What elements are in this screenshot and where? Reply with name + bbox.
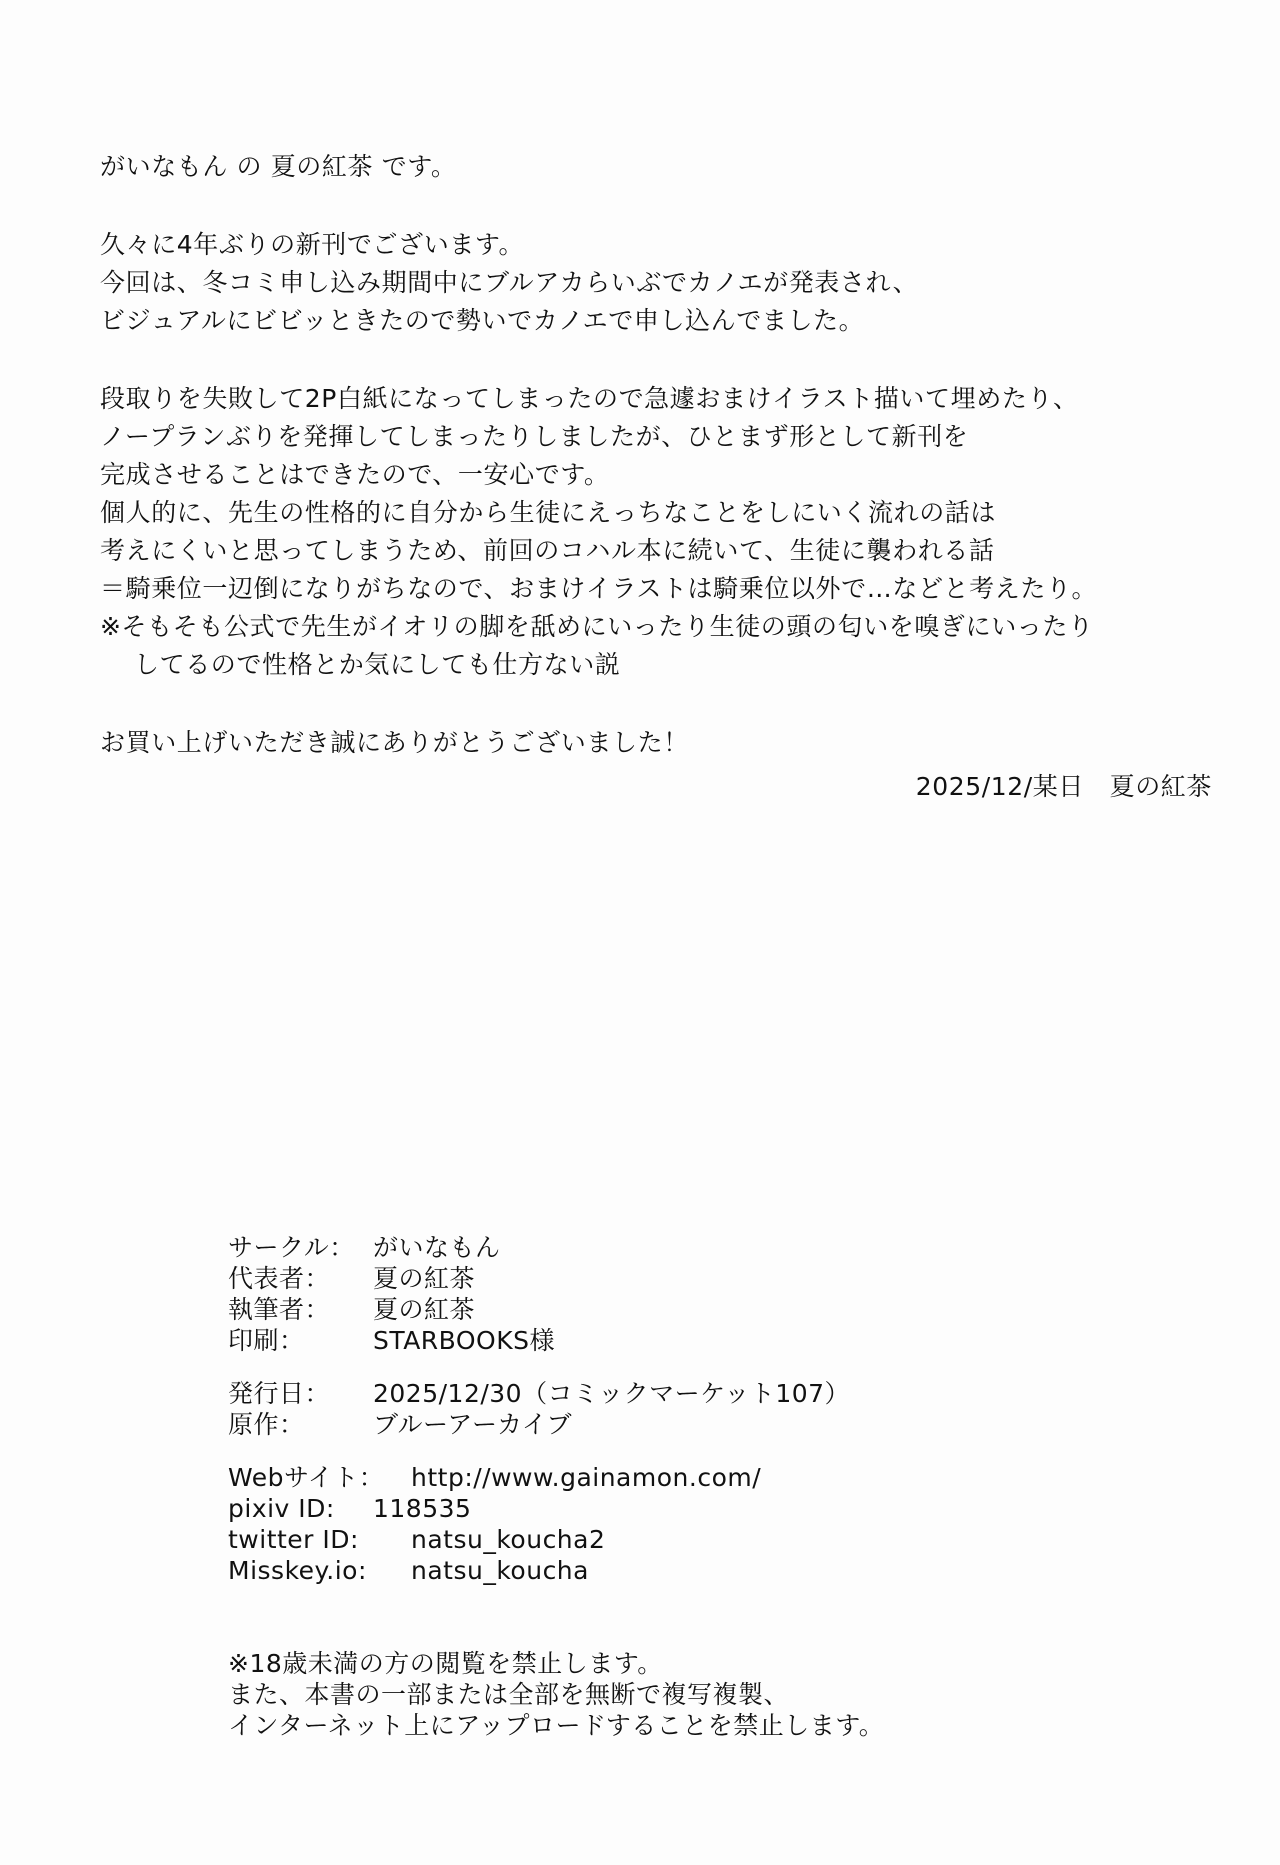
notice-line: インターネット上にアップロードすることを禁止します。 xyxy=(228,1711,885,1740)
afterword-line: してるので性格とか気にしても仕方ない説 xyxy=(134,650,621,679)
colophon-value: 118535 xyxy=(373,1494,472,1523)
colophon-author xyxy=(228,1294,1028,1325)
colophon-value: 2025/12/30（コミックマーケット107） xyxy=(373,1379,851,1408)
paragraph-gap xyxy=(100,340,1230,380)
website-link: http://www.gainamon.com/ xyxy=(411,1463,762,1492)
colophon-value: natsu_koucha2 xyxy=(411,1525,606,1554)
colophon-value: がいなもん xyxy=(373,1233,501,1262)
colophon-original xyxy=(228,1409,1028,1440)
paragraph-gap xyxy=(100,684,1230,724)
afterword-line: 久々に4年ぶりの新刊でございます。 xyxy=(100,230,525,259)
colophon-circle xyxy=(228,1232,1028,1263)
afterword-line: ※そもそも公式で先生がイオリの脚を舐めにいったり生徒の頭の匂いを嗅ぎにいったり xyxy=(100,612,1094,641)
colophon-label: Misskey.io: xyxy=(228,1556,367,1585)
colophon-issue-date xyxy=(228,1378,1028,1409)
colophon-value: 夏の紅茶 xyxy=(373,1264,476,1293)
colophon-label: pixiv ID: xyxy=(228,1494,335,1523)
colophon-pixiv xyxy=(228,1493,1028,1524)
colophon-website xyxy=(228,1462,1028,1493)
afterword-line: ビジュアルにビビッときたので勢いでカノエで申し込んでました。 xyxy=(100,306,865,335)
colophon-label: サークル： xyxy=(228,1233,355,1262)
group-gap xyxy=(228,1356,1028,1378)
afterword-text xyxy=(100,148,1230,762)
afterword-line: 考えにくいと思ってしまうため、前回のコハル本に続いて、生徒に襲われる話 xyxy=(100,536,995,565)
colophon-label: 原作： xyxy=(228,1410,305,1439)
afterword-line: 今回は、冬コミ申し込み期間中にブルアカらいぶでカノエが発表され、 xyxy=(100,268,919,297)
notice-line: また、本書の一部または全部を無断で複写複製、 xyxy=(228,1680,790,1709)
group-gap xyxy=(228,1440,1028,1462)
colophon-label: 執筆者： xyxy=(228,1295,331,1324)
afterword-signature: 2025/12/某日 夏の紅茶 xyxy=(915,772,1212,801)
afterword-thanks: お買い上げいただき誠にありがとうございました！ xyxy=(100,728,689,757)
colophon-value: natsu_koucha xyxy=(411,1556,589,1585)
afterword-line: 完成させることはできたので、一安心です。 xyxy=(100,460,610,489)
afterword-line: ＝騎乗位一辺倒になりがちなので、おまけイラストは騎乗位以外で…などと考えたり。 xyxy=(100,574,1098,603)
colophon-value: 夏の紅茶 xyxy=(373,1295,476,1324)
colophon-value: ブルーアーカイブ xyxy=(373,1410,573,1439)
colophon xyxy=(228,1232,1028,1586)
legal-notice xyxy=(228,1648,1028,1741)
colophon-representative xyxy=(228,1263,1028,1294)
colophon-printing xyxy=(228,1325,1028,1356)
colophon-misskey xyxy=(228,1555,1028,1586)
colophon-value: STARBOOKS様 xyxy=(373,1326,556,1355)
colophon-label: Webサイト： xyxy=(228,1463,385,1492)
notice-line: ※18歳未満の方の閲覧を禁止します。 xyxy=(228,1649,663,1678)
afterword-line: 個人的に、先生の性格的に自分から生徒にえっちなことをしにいく流れの話は xyxy=(100,498,997,527)
afterword-line: 段取りを失敗して2P白紙になってしまったので急遽おまけイラスト描いて埋めたり、 xyxy=(100,384,1079,413)
afterword-line: ノープランぶりを発揮してしまったりしましたが、ひとまず形として新刊を xyxy=(100,422,969,451)
paragraph-gap xyxy=(100,186,1230,226)
colophon-label: twitter ID: xyxy=(228,1525,359,1554)
colophon-label: 印刷： xyxy=(228,1326,305,1355)
afterword-line: がいなもん の 夏の紅茶 です。 xyxy=(100,152,457,181)
colophon-label: 代表者： xyxy=(228,1264,331,1293)
colophon-label: 発行日： xyxy=(228,1379,331,1408)
colophon-twitter xyxy=(228,1524,1028,1555)
